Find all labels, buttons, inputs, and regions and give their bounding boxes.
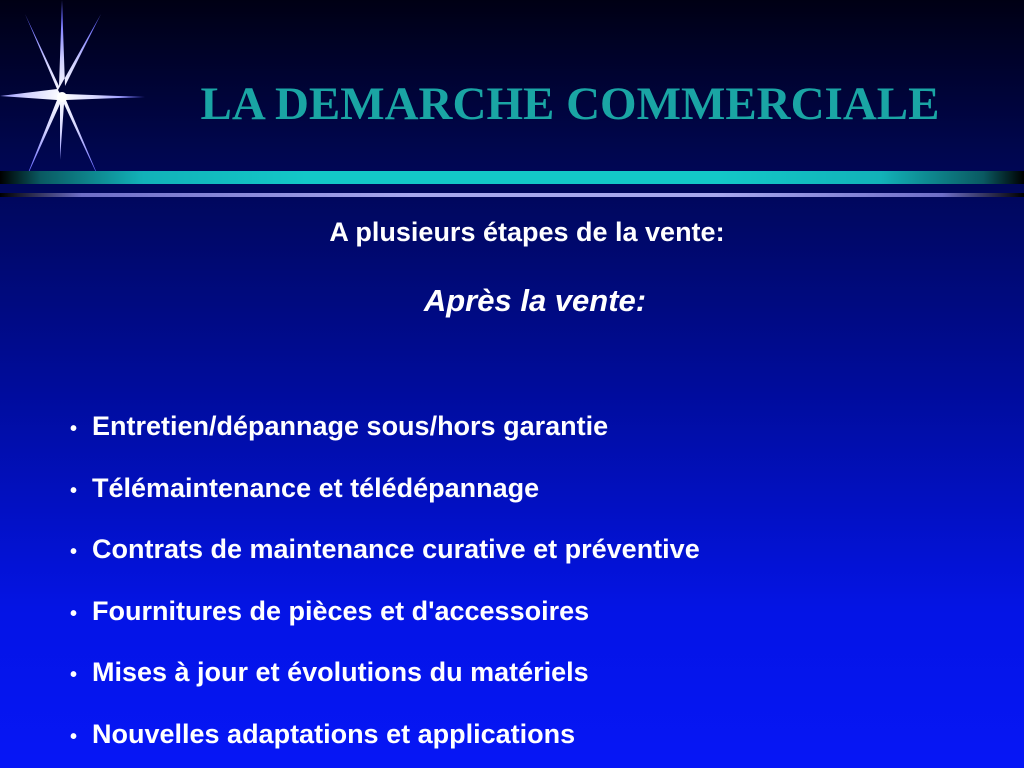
bullet-dot: •	[70, 541, 78, 564]
slide-intro: A plusieurs étapes de la vente:	[329, 217, 725, 247]
bullet-text: Télémaintenance et télédépannage	[92, 472, 540, 503]
bullet-dot: •	[70, 664, 78, 687]
bullet-text: Mises à jour et évolutions du matériels	[92, 657, 589, 688]
bullet-text: Nouvelles adaptations et applications	[92, 718, 576, 749]
bullet-dot: •	[70, 418, 78, 440]
bullet-item	[70, 589, 700, 651]
bullet-dot: •	[70, 602, 78, 625]
bullet-item	[70, 712, 700, 768]
bullet-text: Entretien/dépannage sous/hors garantie	[92, 411, 609, 441]
slide-title: LA DEMARCHE COMMERCIALE	[200, 78, 940, 130]
bullet-dot: •	[70, 479, 78, 502]
title-accent-rule	[0, 171, 1024, 184]
title-divider-rule	[0, 193, 1024, 197]
bullet-list	[70, 404, 700, 768]
bullet-text: Contrats de maintenance curative et préventive	[92, 534, 700, 565]
bullet-dot: •	[70, 725, 78, 748]
bullet-text: Fournitures de pièces et d'accessoires	[92, 595, 590, 626]
bullet-item	[70, 404, 700, 466]
bullet-item	[70, 466, 700, 528]
bullet-item	[70, 527, 700, 589]
star-icon	[0, 0, 150, 190]
bullet-item	[70, 650, 700, 712]
slide-subtitle: Après la vente:	[423, 283, 647, 318]
